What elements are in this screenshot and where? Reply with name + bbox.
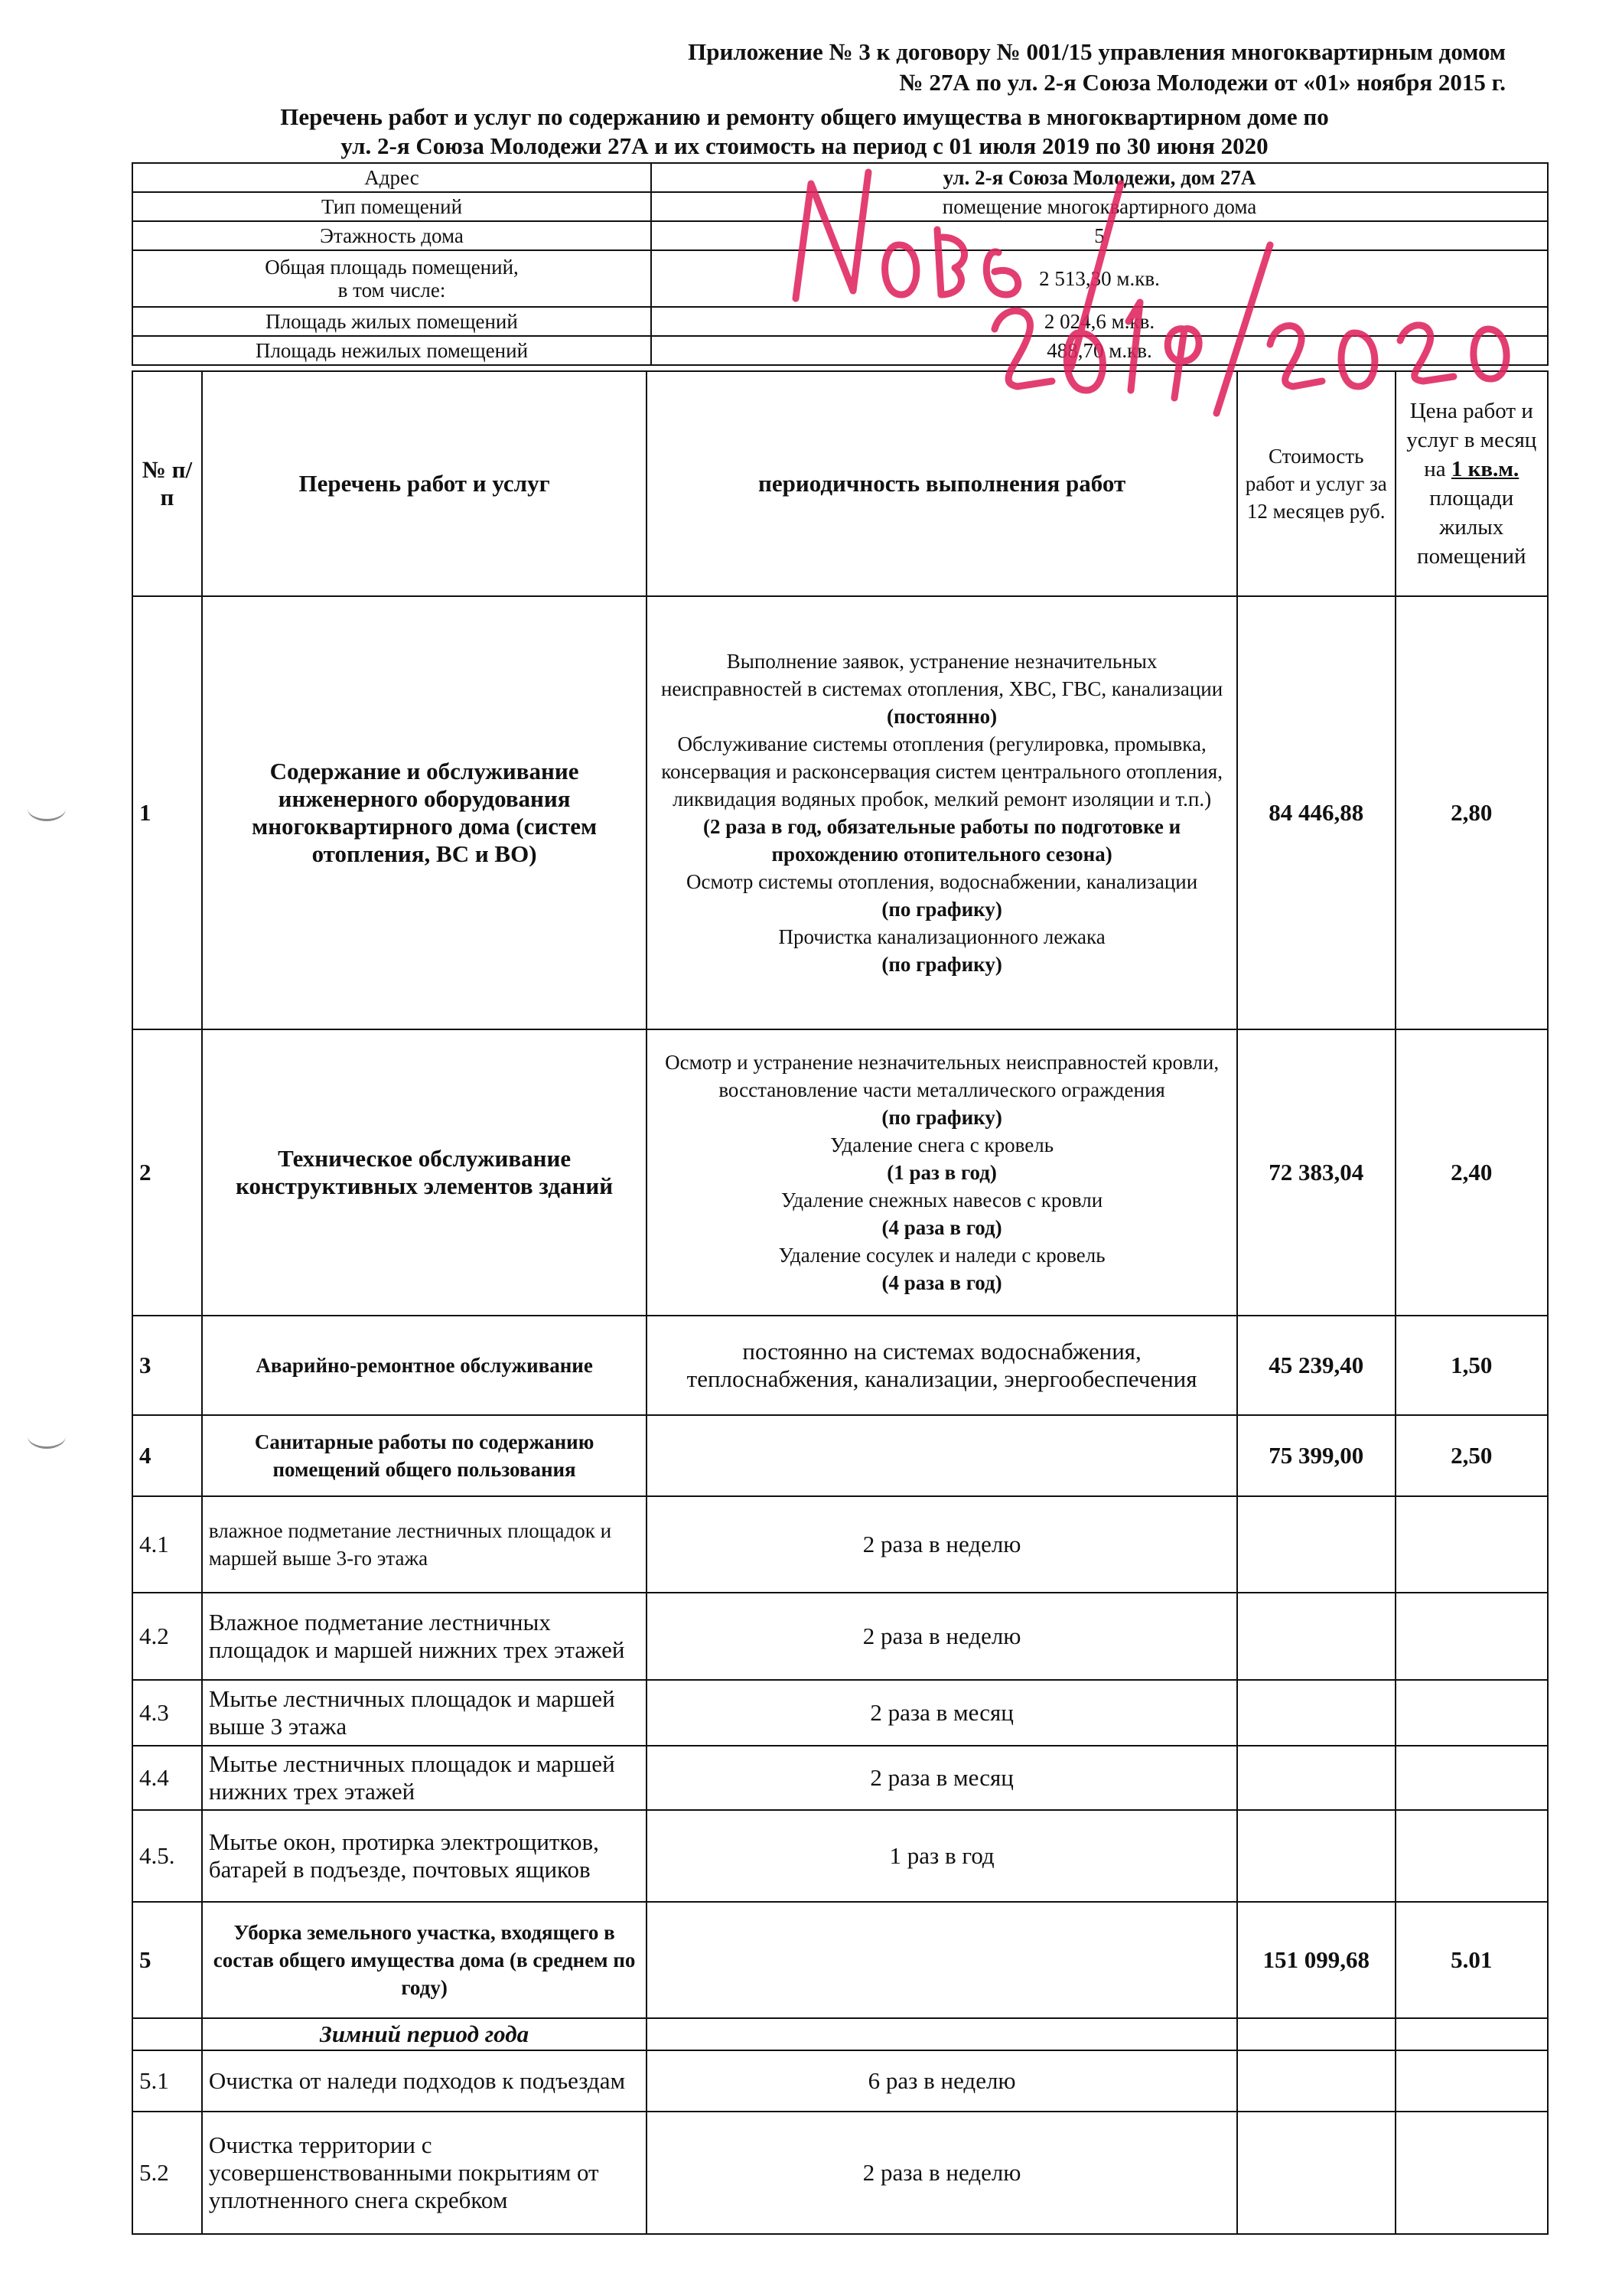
table-row: [132, 1810, 1548, 1902]
floors-label: Этажность дома: [132, 221, 651, 250]
row-price: [1396, 1746, 1548, 1810]
row-name: Мытье окон, протирка электрощитков, батарей в подъезде, почтовых ящиков: [202, 1810, 647, 1902]
table-row: [132, 1316, 1548, 1415]
season-cost: [1237, 2018, 1396, 2050]
row-periodicity: 2 раза в месяц: [647, 1746, 1237, 1810]
total-area-label: Общая площадь помещений, в том числе:: [132, 250, 651, 307]
row-cost: [1237, 1746, 1396, 1810]
row-price: [1396, 2112, 1548, 2234]
nonliving-area-value: 488,70 м.кв.: [651, 336, 1548, 365]
row-num: 4.2: [132, 1593, 202, 1680]
season-price: [1396, 2018, 1548, 2050]
row-periodicity: 2 раза в неделю: [647, 2112, 1237, 2234]
table-row: [132, 596, 1548, 1029]
row-name: Уборка земельного участка, входящего в состав общего имущества дома (в среднем по году): [202, 1902, 647, 2018]
type-label: Тип помещений: [132, 192, 651, 221]
row-name: Аварийно-ремонтное обслуживание: [202, 1316, 647, 1415]
row-price: [1396, 1593, 1548, 1680]
punch-hole-top: [28, 796, 66, 821]
row-num: 4.1: [132, 1496, 202, 1593]
season-row: [132, 2018, 1548, 2050]
row-price: 2,80: [1396, 596, 1548, 1029]
row-periodicity: Выполнение заявок, устранение незначительных неисправностей в системах отопления, ХВС, ГВС, канализации (постоянно) Обслуживание системы отопления (регулировка, промывка, консервация и расконсервация систем центрального отопления, ликвидация водяных пробок, мелкий ремонт изоляции и т.п.) (2 раза в год, обязательные работы по подготовке и прохождению отопительного сезона) Осмотр системы отопления, водоснабжении, канализации (по графику) Прочистка канализационного лежака (по графику): [647, 596, 1237, 1029]
row-num: 4.4: [132, 1746, 202, 1810]
row-name: Очистка территории с усовершенствованными покрытиям от уплотненного снега скребком: [202, 2112, 647, 2234]
contract-reference: № 27А по ул. 2-я Союза Молодежи от «01» ноября 2015 г.: [899, 69, 1506, 96]
row-num: 2: [132, 1029, 202, 1316]
floors-value: 5: [651, 221, 1548, 250]
address-label: Адрес: [132, 163, 651, 192]
row-price: [1396, 1496, 1548, 1593]
row-num: 5.1: [132, 2050, 202, 2112]
header-cost: Стоимость работ и услуг за 12 месяцев руб.: [1237, 371, 1396, 596]
appendix-title: Приложение № 3 к договору № 001/15 управления многоквартирным домом: [688, 38, 1506, 65]
row-num: 3: [132, 1316, 202, 1415]
table-row: [132, 1415, 1548, 1496]
table-header-row: [132, 371, 1548, 596]
row-periodicity: 2 раза в неделю: [647, 1593, 1237, 1680]
row-periodicity: [647, 1902, 1237, 2018]
living-area-label: Площадь жилых помещений: [132, 307, 651, 336]
building-info-table: [132, 162, 1549, 366]
row-periodicity: постоянно на системах водоснабжения, теплоснабжения, канализации, энергообеспечения: [647, 1316, 1237, 1415]
row-price: [1396, 1810, 1548, 1902]
row-cost: [1237, 1593, 1396, 1680]
row-cost: 45 239,40: [1237, 1316, 1396, 1415]
row-num: 4.5.: [132, 1810, 202, 1902]
row-name: Техническое обслуживание конструктивных элементов зданий: [202, 1029, 647, 1316]
row-num: 5: [132, 1902, 202, 2018]
row-periodicity: 1 раз в год: [647, 1810, 1237, 1902]
header-num: № п/п: [132, 371, 202, 596]
nonliving-area-label: Площадь нежилых помещений: [132, 336, 651, 365]
row-cost: [1237, 1496, 1396, 1593]
row-price: 2,40: [1396, 1029, 1548, 1316]
table-row: [132, 1029, 1548, 1316]
season-periodicity: [647, 2018, 1237, 2050]
row-num: 4: [132, 1415, 202, 1496]
row-cost: 151 099,68: [1237, 1902, 1396, 2018]
header-price: Цена работ и услуг в месяц на 1 кв.м. площади жилых помещений: [1396, 371, 1548, 596]
row-cost: [1237, 1810, 1396, 1902]
row-num: 4.3: [132, 1680, 202, 1746]
row-periodicity: 2 раза в месяц: [647, 1680, 1237, 1746]
table-row: [132, 1746, 1548, 1810]
row-price: 5.01: [1396, 1902, 1548, 2018]
works-table: [132, 370, 1549, 2235]
row-name: Очистка от наледи подходов к подъездам: [202, 2050, 647, 2112]
table-row: [132, 2112, 1548, 2234]
season-label: Зимний период года: [202, 2018, 647, 2050]
row-cost: [1237, 1680, 1396, 1746]
season-num: [132, 2018, 202, 2050]
row-name: Мытье лестничных площадок и маршей нижних трех этажей: [202, 1746, 647, 1810]
living-area-value: 2 024,6 м.кв.: [651, 307, 1548, 336]
row-cost: [1237, 2112, 1396, 2234]
total-area-value: 2 513,30 м.кв.: [651, 250, 1548, 307]
row-cost: 75 399,00: [1237, 1415, 1396, 1496]
row-cost: 84 446,88: [1237, 596, 1396, 1029]
row-cost: 72 383,04: [1237, 1029, 1396, 1316]
table-row: [132, 1680, 1548, 1746]
row-periodicity: 6 раз в неделю: [647, 2050, 1237, 2112]
row-num: 1: [132, 596, 202, 1029]
table-row: [132, 1496, 1548, 1593]
row-price: 2,50: [1396, 1415, 1548, 1496]
row-name: Санитарные работы по содержанию помещений общего пользования: [202, 1415, 647, 1496]
row-cost: [1237, 2050, 1396, 2112]
row-price: [1396, 2050, 1548, 2112]
table-row: [132, 2050, 1548, 2112]
header-periodicity: периодичность выполнения работ: [647, 371, 1237, 596]
document-subtitle: ул. 2-я Союза Молодежи 27А и их стоимость на период с 01 июля 2019 по 30 июня 2020: [340, 132, 1269, 159]
document-title: Перечень работ и услуг по содержанию и ремонту общего имущества в многоквартирном доме по: [280, 103, 1329, 130]
row-name: влажное подметание лестничных площадок и маршей выше 3-го этажа: [202, 1496, 647, 1593]
row-name: Содержание и обслуживание инженерного оборудования многоквартирного дома (систем отопления, ВС и ВО): [202, 596, 647, 1029]
address-value: ул. 2-я Союза Молодежи, дом 27А: [651, 163, 1548, 192]
row-price: [1396, 1680, 1548, 1746]
row-name: Мытье лестничных площадок и маршей выше 3 этажа: [202, 1680, 647, 1746]
table-row: [132, 1902, 1548, 2018]
row-periodicity: 2 раза в неделю: [647, 1496, 1237, 1593]
row-price: 1,50: [1396, 1316, 1548, 1415]
row-name: Влажное подметание лестничных площадок и маршей нижних трех этажей: [202, 1593, 647, 1680]
header-works: Перечень работ и услуг: [202, 371, 647, 596]
punch-hole-bottom: [28, 1424, 66, 1449]
table-row: [132, 1593, 1548, 1680]
type-value: помещение многоквартирного дома: [651, 192, 1548, 221]
row-periodicity: [647, 1415, 1237, 1496]
row-periodicity: Осмотр и устранение незначительных неисправностей кровли, восстановление части металлического ограждения (по графику) Удаление снега с кровель (1 раз в год) Удаление снежных навесов с кровли (4 раза в год) Удаление сосулек и наледи с кровель (4 раза в год): [647, 1029, 1237, 1316]
row-num: 5.2: [132, 2112, 202, 2234]
